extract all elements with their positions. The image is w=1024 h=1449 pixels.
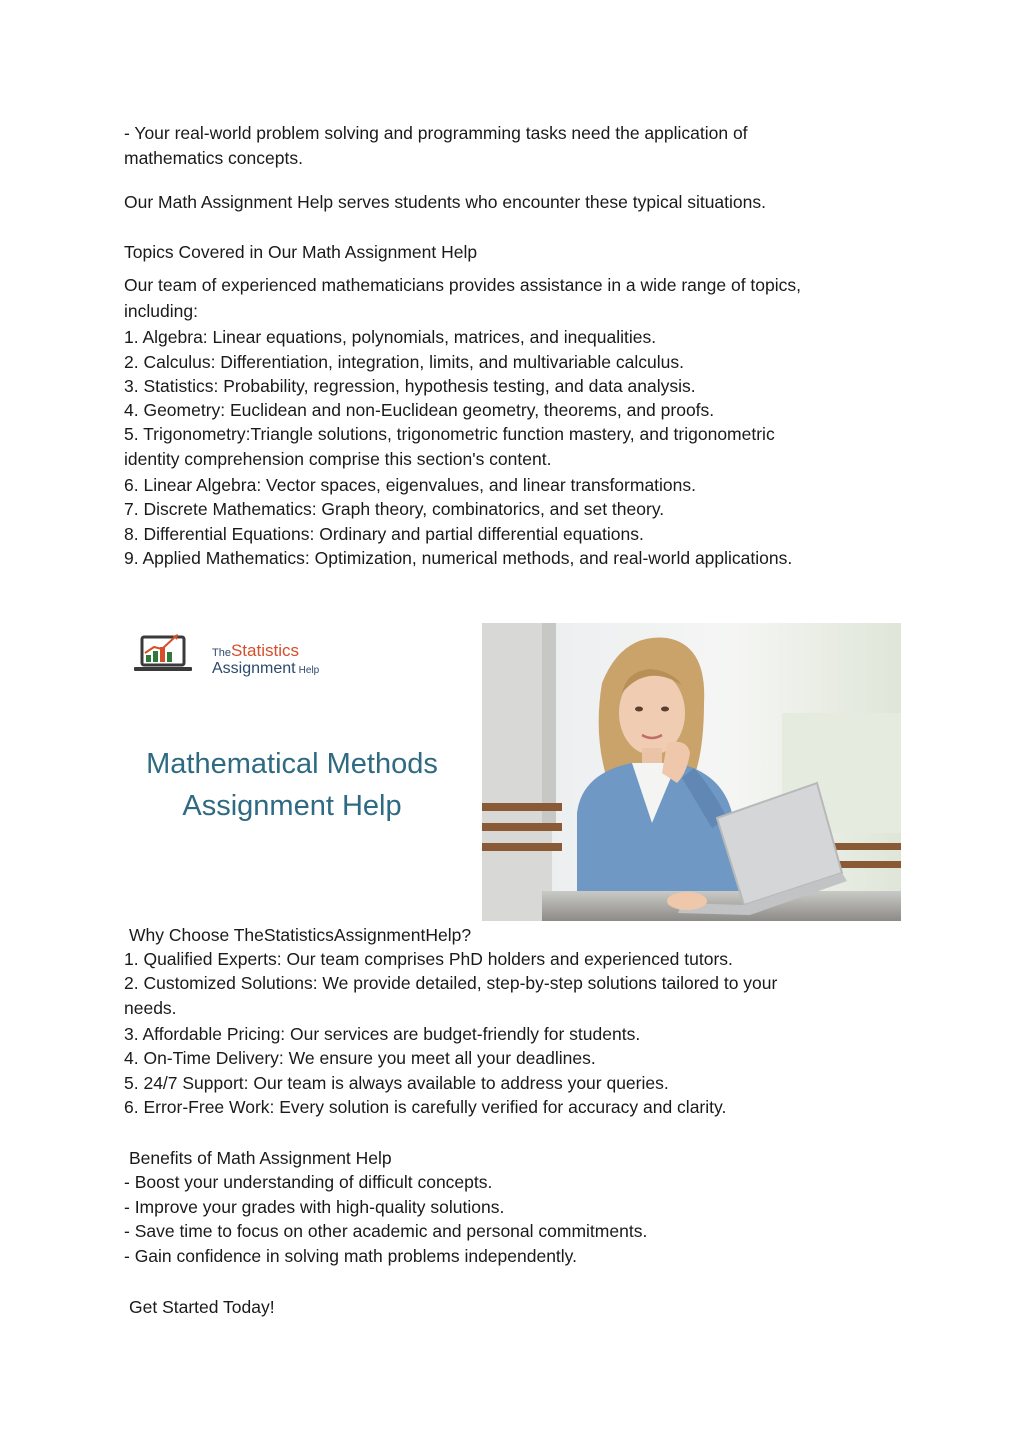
student-laptop-photo [482,623,901,921]
why-heading: Why Choose TheStatisticsAssignmentHelp? [129,925,472,945]
topic-item: 3. Statistics: Probability, regression, hypothesis testing, and data analysis. [124,376,696,396]
why-item: 4. On-Time Delivery: We ensure you meet all your deadlines. [124,1048,596,1068]
logo-assignment: Assignment [212,660,296,677]
topic-item: 9. Applied Mathematics: Optimization, numerical methods, and real-world applications. [124,548,793,568]
topic-item: 5. Trigonometry:Triangle solutions, trigonometric function mastery, and trigonometric [124,424,775,444]
logo-help: Help [298,665,320,676]
topics-intro-line-cont: including: [124,301,198,321]
benefits-heading: Benefits of Math Assignment Help [129,1148,392,1168]
why-item: 3. Affordable Pricing: Our services are budget-friendly for students. [124,1024,641,1044]
benefit-item: - Improve your grades with high-quality solutions. [124,1197,505,1217]
intro-serves-paragraph: Our Math Assignment Help serves students who encounter these typical situations. [124,192,766,212]
why-item: 5. 24/7 Support: Our team is always available to address your queries. [124,1073,669,1093]
banner-title-line: Mathematical Methods [146,748,438,780]
topics-heading: Topics Covered in Our Math Assignment Help [124,242,478,262]
promo-banner [124,623,901,921]
topic-item-cont: identity comprehension comprise this section's content. [124,449,552,469]
why-item-cont: needs. [124,998,177,1018]
laptop-chart-icon [132,631,194,679]
topic-item: 4. Geometry: Euclidean and non-Euclidean geometry, theorems, and proofs. [124,400,715,420]
intro-situation-line-cont: mathematics concepts. [124,148,303,168]
benefit-item: - Boost your understanding of difficult concepts. [124,1172,493,1192]
site-logo [132,631,332,681]
benefit-item: - Save time to focus on other academic and personal commitments. [124,1221,648,1241]
benefit-item: - Gain confidence in solving math problems independently. [124,1246,577,1266]
why-item: 1. Qualified Experts: Our team comprises PhD holders and experienced tutors. [124,949,733,969]
intro-situation-line: - Your real-world problem solving and programming tasks need the application of [124,123,748,143]
topic-item: 1. Algebra: Linear equations, polynomials, matrices, and inequalities. [124,327,657,347]
logo-wordmark [212,643,319,679]
topic-item: 8. Differential Equations: Ordinary and partial differential equations. [124,524,644,544]
topic-item: 7. Discrete Mathematics: Graph theory, combinatorics, and set theory. [124,499,665,519]
topics-intro-line: Our team of experienced mathematicians provides assistance in a wide range of topics, [124,275,802,295]
why-item: 2. Customized Solutions: We provide detailed, step-by-step solutions tailored to your [124,973,778,993]
why-item: 6. Error-Free Work: Every solution is carefully verified for accuracy and clarity. [124,1097,727,1117]
logo-the: The [212,647,231,659]
closing-heading: Get Started Today! [129,1297,275,1317]
topic-item: 2. Calculus: Differentiation, integration, limits, and multivariable calculus. [124,352,684,372]
logo-statistics: Statistics [230,641,299,660]
topic-item: 6. Linear Algebra: Vector spaces, eigenvalues, and linear transformations. [124,475,697,495]
banner-title-line-cont: Assignment Help [182,790,402,822]
